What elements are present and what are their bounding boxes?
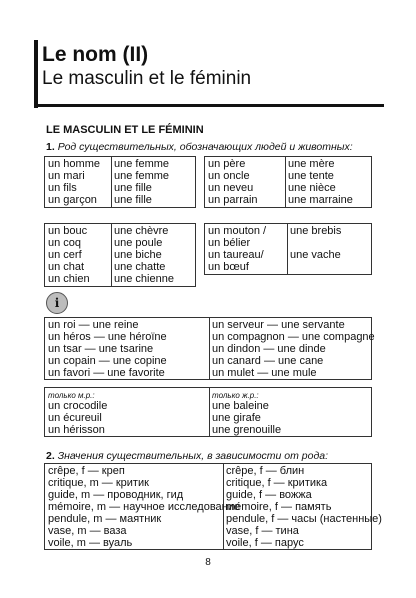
table-cell: un garçon [48, 194, 97, 206]
only-feminine-label: только ж.р.: [212, 391, 259, 400]
table-cell: crêpe, f — креп [48, 465, 125, 477]
table-cell: un chien [48, 273, 90, 285]
table-cell: guide, f — вожжа [226, 489, 312, 501]
table-cell: un mari [48, 170, 85, 182]
table-cell: un écureuil [48, 412, 102, 424]
section-title: LE MASCULIN ET LE FÉMININ [46, 124, 204, 136]
table-cell: une grenouille [212, 424, 282, 436]
table-cell: une femme [114, 170, 170, 182]
only-masculine-label: только м.р.: [48, 391, 95, 400]
table-cell: un coq [48, 237, 82, 249]
info-icon: i [46, 292, 68, 314]
table-cell: une brebis [290, 225, 342, 237]
table-cell: critique, f — критика [226, 477, 328, 489]
table-people-left [44, 156, 196, 208]
table-meanings [44, 463, 382, 550]
page-number: 8 [205, 557, 211, 568]
table-cell: critique, m — критик [48, 477, 149, 489]
table-cell: un hérisson [48, 424, 105, 436]
header-rule-horizontal [34, 104, 384, 107]
table-cell: un crocodile [48, 400, 108, 412]
task-1-number: 1. [46, 141, 55, 153]
table-cell: un chat [48, 261, 85, 273]
table-cell: un neveu [208, 182, 254, 194]
table-cell: une biche [114, 249, 162, 261]
table-cell: un cerf [48, 249, 82, 261]
table-cell: une vache [290, 249, 341, 261]
table-cell: un parrain [208, 194, 258, 206]
table-cell: une girafe [212, 412, 261, 424]
table-cell: voile, f — парус [226, 537, 304, 549]
task-1-heading [46, 141, 353, 153]
table-cell: une nièce [288, 182, 336, 194]
task-2-number: 2. [46, 450, 55, 462]
table-cell: une femme [114, 158, 170, 170]
table-cell: un compagnon — une compagne [212, 331, 375, 343]
table-cell: vase, f — тина [226, 525, 299, 537]
table-cell: un père [208, 158, 246, 170]
task-1-text: Род существительных, обозначающих людей и животных: [57, 141, 353, 153]
table-cell: crêpe, f — блин [226, 465, 305, 477]
table-cell: une poule [114, 237, 163, 249]
page-title: Le nom (II) [42, 43, 149, 66]
table-gender-pairs [44, 317, 375, 380]
table-cell: un favori — une favorite [48, 367, 165, 379]
table-cell: mémoire, m — научное исследование [48, 501, 240, 513]
table-cell: une baleine [212, 400, 269, 412]
table-cell: un bouc [48, 225, 88, 237]
table-cell: un mouton / [208, 225, 267, 237]
table-cell: vase, m — ваза [48, 525, 127, 537]
table-cell: mémoire, f — память [226, 501, 332, 513]
page-subtitle: Le masculin et le féminin [42, 68, 252, 89]
table-cell: voile, m — вуаль [48, 537, 133, 549]
table-people-right [204, 156, 372, 208]
table-cell: une marraine [288, 194, 353, 206]
table-cell: un bélier [208, 237, 251, 249]
table-cell: un fils [48, 182, 77, 194]
table-cell: un oncle [208, 170, 250, 182]
table-cell: un roi — une reine [48, 319, 139, 331]
table-cell: un taureau/ [208, 249, 264, 261]
table-cell: un homme [48, 158, 100, 170]
table-cell: pendule, f — часы (настенные) [226, 513, 382, 525]
table-cell: un tsar — une tsarine [48, 343, 154, 355]
table-cell: un bœuf [208, 261, 249, 273]
table-single-gender [44, 387, 372, 437]
table-cell: un mulet — une mule [212, 367, 317, 379]
table-cell: un dindon — une dinde [212, 343, 326, 355]
table-cell: une chienne [114, 273, 174, 285]
table-cell: guide, m — проводник, гид [48, 489, 184, 501]
table-cell: une chèvre [114, 225, 169, 237]
table-cell: un copain — une copine [48, 355, 167, 367]
table-cell: une tente [288, 170, 334, 182]
table-animals-right [204, 223, 372, 275]
table-cell: pendule, m — маятник [48, 513, 162, 525]
table-cell: un canard — une cane [212, 355, 324, 367]
table-cell: une fille [114, 194, 152, 206]
table-animals-left [44, 223, 196, 287]
table-cell: une mère [288, 158, 335, 170]
table-cell: une chatte [114, 261, 166, 273]
task-2-text: Значения существительных, в зависимости от рода: [57, 450, 329, 462]
header-rule-vertical [34, 40, 38, 108]
table-cell: une fille [114, 182, 152, 194]
table-cell: un héros — une héroïne [48, 331, 167, 343]
task-2-heading [46, 450, 328, 462]
table-cell: un serveur — une servante [212, 319, 345, 331]
